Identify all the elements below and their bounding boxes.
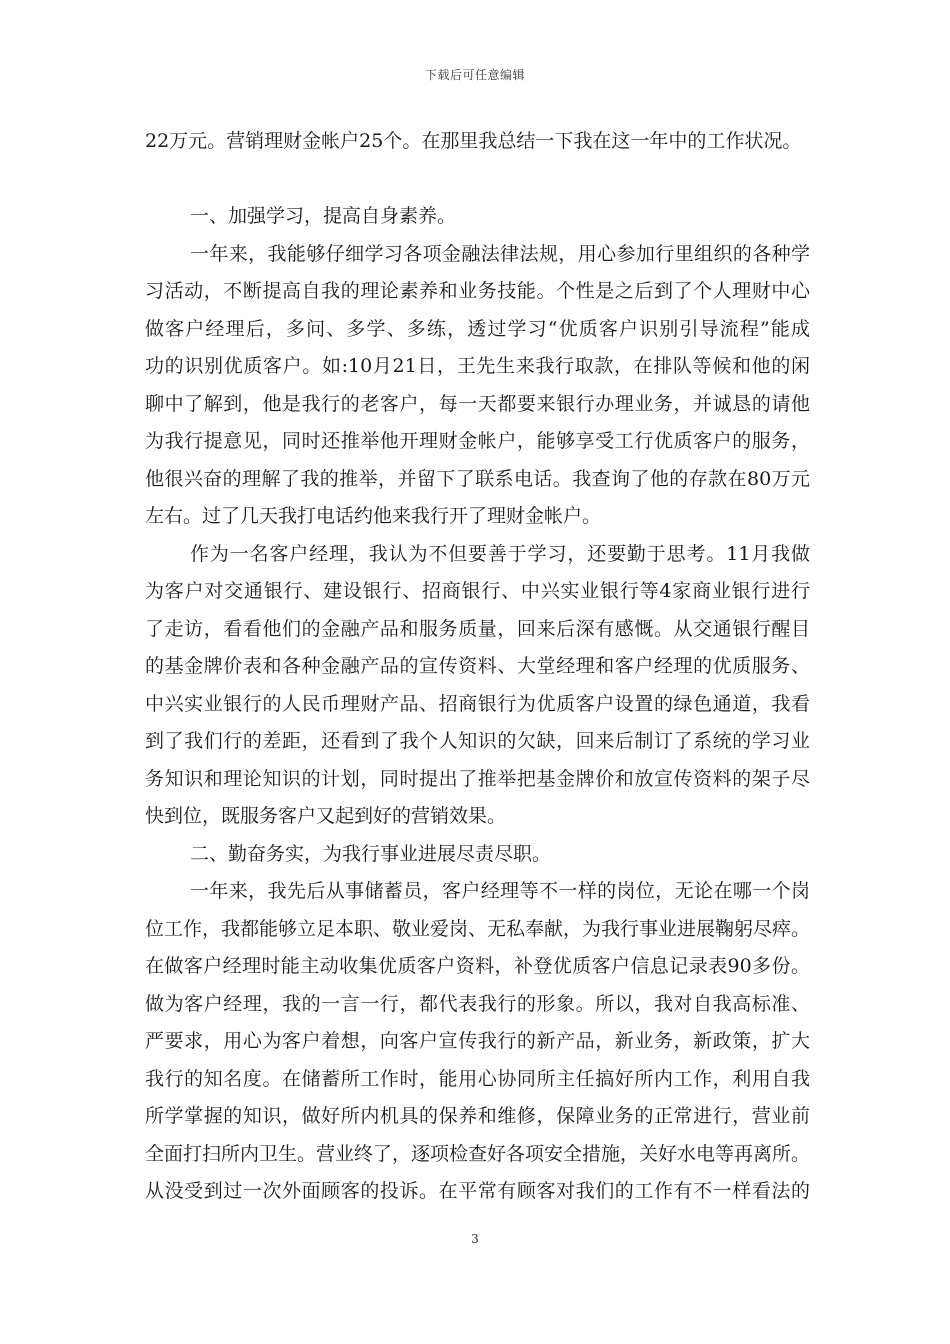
- paragraph-line: 做为客户经理，我的一言一行，都代表我行的形象。所以，我对自我高标准、: [145, 992, 810, 1015]
- paragraph-line: 一年来，我能够仔细学习各项金融法律法规，用心参加行里组织的各种学: [190, 242, 810, 265]
- paragraph-line: 功的识别优质客户。如:10月21日，王先生来我行取款，在排队等候和他的闲: [145, 355, 810, 377]
- paragraph-line: 聊中了解到，他是我行的老客户，每一天都要来银行办理业务，并诚恳的请他: [145, 392, 810, 415]
- paragraph-line: 作为一名客户经理，我认为不但要善于学习，还要勤于思考。11月我做: [190, 542, 810, 565]
- paragraph-line: 严要求，用心为客户着想，向客户宣传我行的新产品，新业务，新政策，扩大: [145, 1030, 810, 1052]
- paragraph-line: 左右。过了几天我打电话约他来我行开了理财金帐户。: [145, 505, 602, 527]
- blank-line: [145, 161, 810, 199]
- paragraph-line: 全面打扫所内卫生。营业终了，逐项检查好各项安全措施，关好水电等再离所。: [145, 1142, 811, 1165]
- page-number: 3: [471, 1232, 479, 1246]
- paragraph-line: 为客户对交通银行、建设银行、招商银行、中兴实业银行等4家商业银行进行: [145, 580, 810, 602]
- page-header: 下载后可任意编辑: [424, 68, 525, 82]
- paragraph-line: 快到位，既服务客户又起到好的营销效果。: [145, 805, 507, 827]
- paragraph-line: 习活动，不断提高自我的理论素养和业务技能。个性是之后到了个人理财中心: [145, 280, 810, 302]
- paragraph-line: 务知识和理论知识的计划，同时提出了推举把基金牌价和放宣传资料的架子尽: [145, 767, 810, 790]
- paragraph-line: 做客户经理后，多问、多学、多练，透过学习“优质客户识别引导流程”能成: [145, 317, 810, 340]
- paragraph-line: 为我行提意见，同时还推举他开理财金帐户，能够享受工行优质客户的服务，: [145, 430, 810, 452]
- section-heading-2: 二、勤奋务实，为我行事业进展尽责尽职。: [190, 842, 552, 865]
- paragraph-line: 所学掌握的知识，做好所内机具的保养和维修，保障业务的正常进行，营业前: [145, 1105, 810, 1127]
- paragraph-line: 我行的知名度。在储蓄所工作时，能用心协同所主任搞好所内工作，利用自我: [145, 1067, 810, 1090]
- paragraph-line: 一年来，我先后从事储蓄员，客户经理等不一样的岗位，无论在哪一个岗: [190, 880, 810, 902]
- section-heading-1: 一、加强学习，提高自身素养。: [190, 205, 457, 227]
- paragraph-line: 他很兴奋的理解了我的推举，并留下了联系电话。我查询了他的存款在80万元: [145, 467, 810, 490]
- paragraph-line: 位工作，我都能够立足本职、敬业爱岗、无私奉献，为我行事业进展鞠躬尽瘁。: [145, 917, 811, 940]
- paragraph-line: 从没受到过一次外面顾客的投诉。在平常有顾客对我们的工作有不一样看法的: [145, 1180, 810, 1202]
- paragraph-line: 了走访，看看他们的金融产品和服务质量，回来后深有感慨。从交通银行醒目: [145, 617, 810, 640]
- document-body: [145, 123, 810, 1211]
- paragraph-line: 到了我们行的差距，还看到了我个人知识的欠缺，回来后制订了系统的学习业: [145, 730, 810, 752]
- paragraph-line: 的基金牌价表和各种金融产品的宣传资料、大堂经理和客户经理的优质服务、: [145, 655, 810, 677]
- paragraph-line: 中兴实业银行的人民币理财产品、招商银行为优质客户设置的绿色通道，我看: [145, 692, 810, 715]
- paragraph-line: 22万元。营销理财金帐户25个。在那里我总结一下我在这一年中的工作状况。: [145, 130, 802, 152]
- paragraph-line: 在做客户经理时能主动收集优质客户资料，补登优质客户信息记录表90多份。: [145, 955, 810, 977]
